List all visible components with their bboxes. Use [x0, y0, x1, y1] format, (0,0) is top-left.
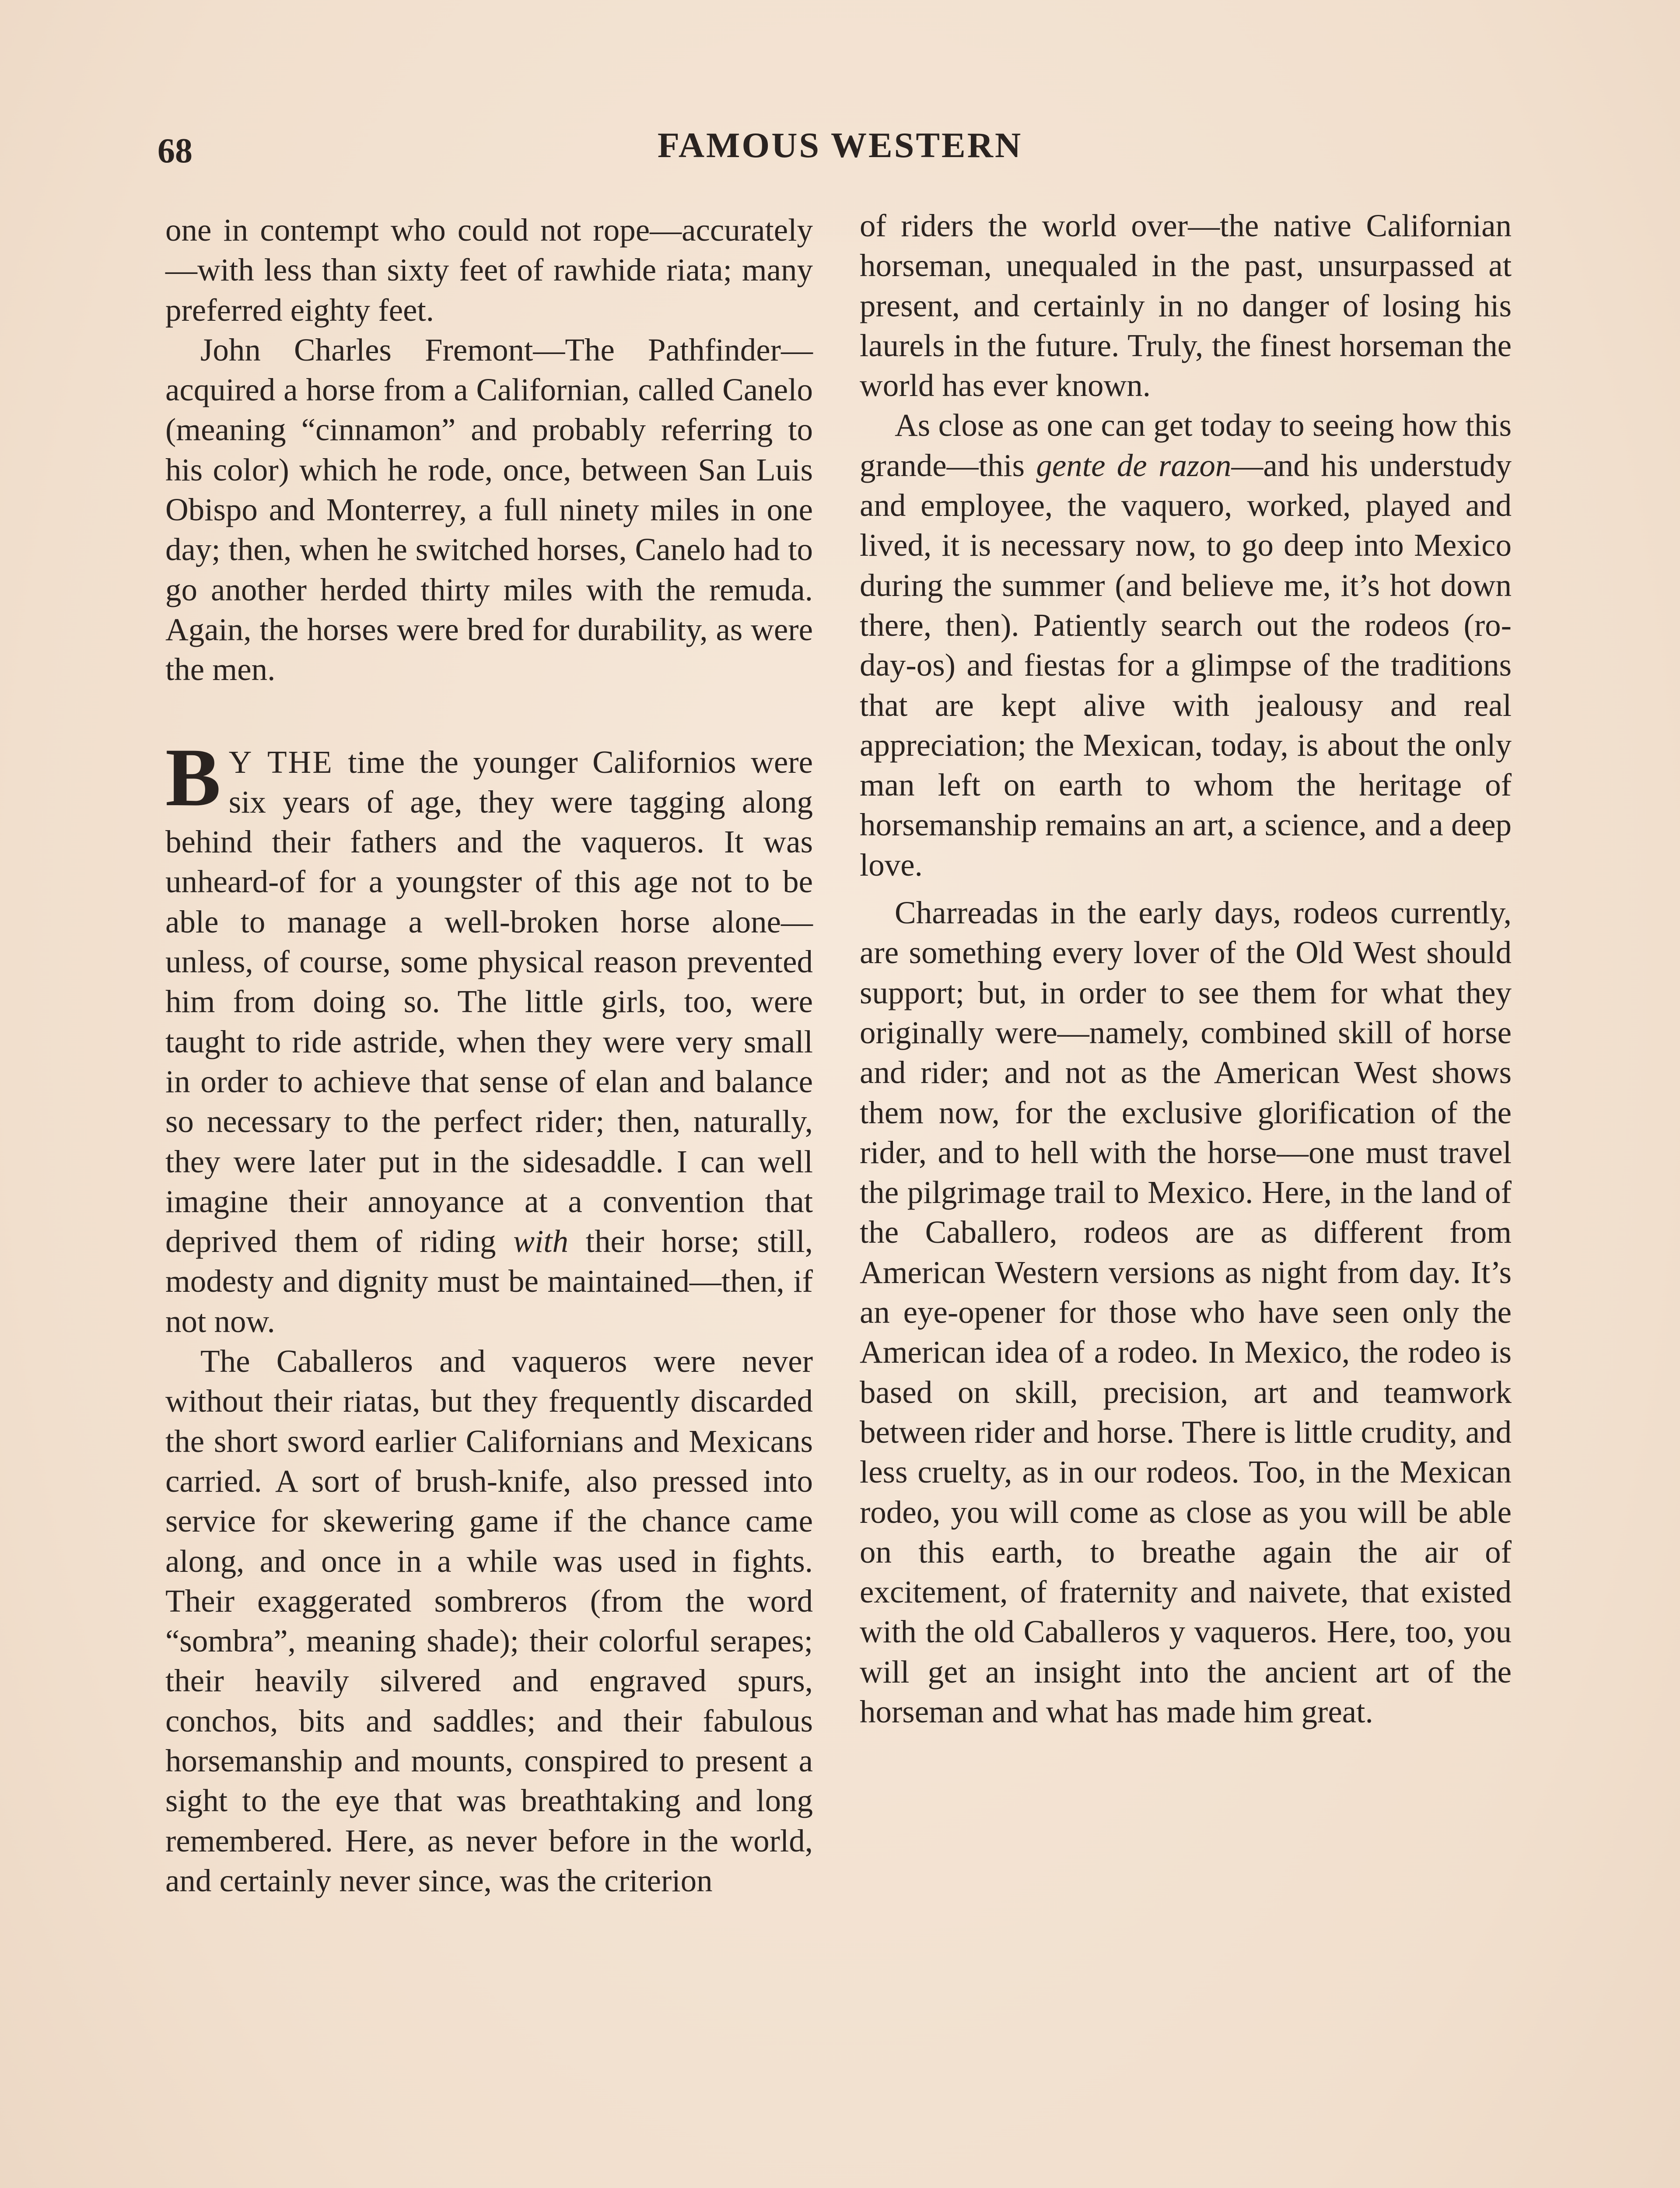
- drop-cap: B: [165, 731, 221, 824]
- paragraph-right-1: of riders the world over—the native Californian horseman, unequaled in the past, unsurpassed at present, and certainly in no danger of losing his laurels in the future. Truly, the finest horseman the world has ever known.: [860, 208, 1512, 403]
- paragraph-left-2: John Charles Fremont—The Pathfinder—acquired a horse from a Californian, called Canelo (meaning “cinnamon” and probably referring to his color) which he rode, once, between San Luis Obispo and Monterrey, a full ninety miles in one day; then, when he switched horses, Canelo had to go another herded thirty miles with the remuda. Again, the horses were bred for durability, as were the men.: [165, 332, 813, 687]
- paragraph-right-2: [860, 405, 1512, 885]
- paragraph-right-3: Charreadas in the early days, rodeos currently, are something every lover of the Old West should support; but, in order to see them for what they originally were—namely, combined skill of horse and rider; and not as the American West shows them now, for the exclusive glorification of the rider, and to hell with the horse—one must travel the pilgrimage trail to Mexico. Here, in the land of the Caballero, rodeos are as different from American Western versions as night from day. It’s an eye-opener for those who have seen only the American idea of a rodeo. In Mexico, the rodeo is based on skill, precision, art and teamwork between rider and horse. There is little crudity, and less cruelty, as in our rodeos. Too, in the Mexican rodeo, you will come as close as you will be able on this earth, to breathe again the air of excitement, of fraternity and naivete, that existed with the old Caballeros y vaqueros. Here, too, you will get an insight into the ancient art of the horseman and what has made him great.: [860, 895, 1512, 1729]
- italic-with: with: [513, 1224, 569, 1259]
- paragraph-left-3-text: time the younger Californios were six years of age, they were tagging along behind their fathers and the vaqueros. It was unheard-of for a youngster of this age not to be able to manage a well-broken horse alone—unless, of course, some physical reason prevented him from doing so. The little girls, too, were taught to ride astride, when they were very small in order to achieve that sense of elan and balance so necessary to the perfect rider; then, naturally, they were later put in the sidesaddle. I can well imagine their annoyance at a convention that deprived them of riding: [165, 744, 813, 1259]
- paragraph-right-2-start: As close as one can get today to seeing how this grande—this: [860, 407, 1512, 483]
- page-number: 68: [158, 132, 192, 170]
- paragraph-left-1: one in contempt who could not rope—accurately—with less than sixty feet of rawhide riata; many preferred eighty feet.: [165, 212, 813, 328]
- paragraph-right-2-end: —and his understudy and employee, the vaquero, worked, played and lived, it is necessary now, to go deep into Mexico during the summer (and believe me, it’s hot down there, then). Patiently search out the rodeos (ro-day-os) and fiestas for a glimpse of the traditions that are kept alive with jealousy and real appreciation; the Mexican, today, is about the only man left on earth to whom the heritage of horsemanship remains an art, a science, and a deep love.: [860, 447, 1512, 883]
- running-title: FAMOUS WESTERN: [657, 125, 1023, 165]
- left-column: [165, 210, 813, 1900]
- section-break: [165, 690, 813, 742]
- paragraph-left-4: The Caballeros and vaqueros were never without their riatas, but they frequently discarded the short sword earlier Californians and Mexicans carried. A sort of brush-knife, also pressed into service for skewering game if the chance came along, and once in a while was used in fights. Their exaggerated sombreros (from the word “sombra”, meaning shade); their colorful serapes; their heavily silvered and engraved spurs, conchos, bits and saddles; and their fabulous horsemanship and mounts, conspired to present a sight to the eye that was breathtaking and long remembered. Here, as never before in the world, and certainly never since, was the criterion: [165, 1343, 813, 1898]
- italic-gente-de-razon: gente de razon: [1036, 447, 1232, 483]
- paragraph-left-3-end: their horse; still, modesty and dignity must be maintained—then, if not now.: [165, 1224, 813, 1339]
- right-column: [860, 206, 1512, 1732]
- small-caps-lead: Y THE: [228, 744, 333, 780]
- paragraph-left-3: [165, 731, 813, 1341]
